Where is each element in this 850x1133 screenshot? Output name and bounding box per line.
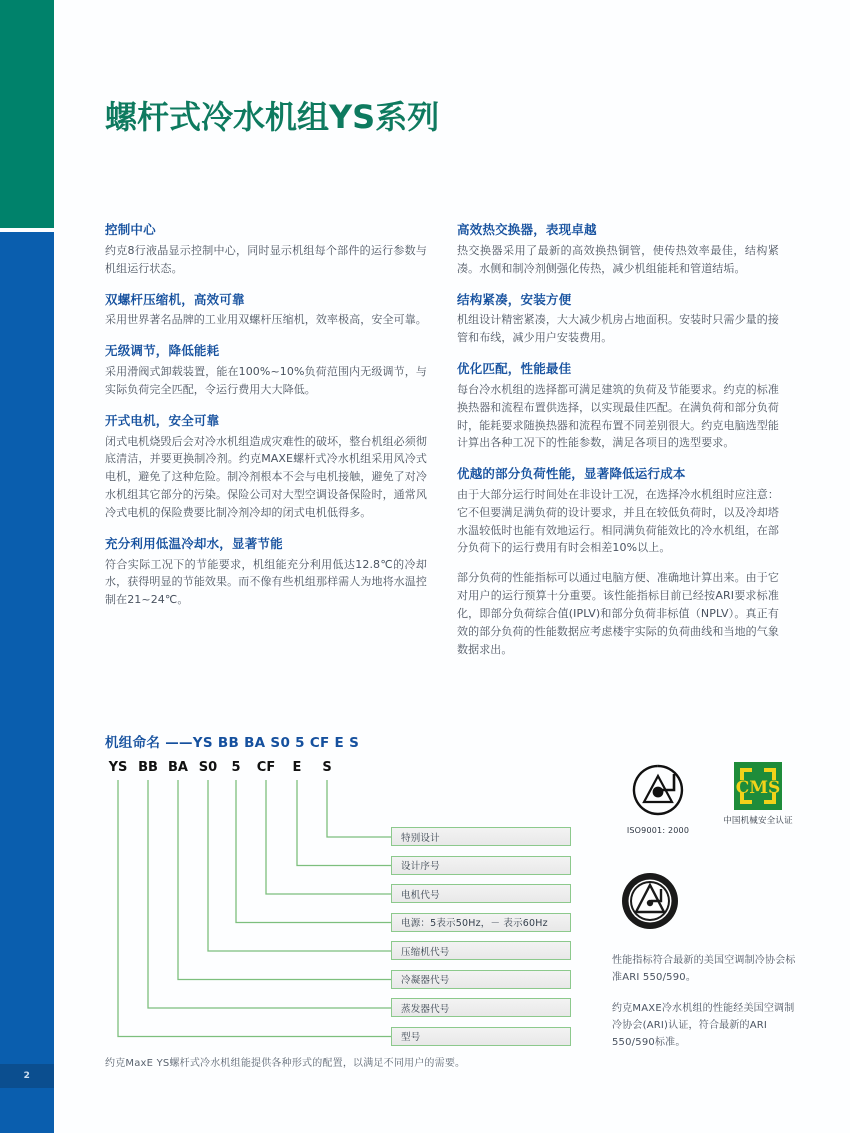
feature-heading: 双螺杆压缩机，高效可靠 [105,291,245,307]
naming-label-box [391,941,571,960]
naming-label-box [391,913,571,932]
cms-caption: 中国机械安全认证 [723,816,793,826]
left-spine-green-bar [0,0,54,228]
iso-certification [612,762,704,835]
cms-text: CMS [735,778,781,798]
feature-heading: 结构紧凑，安装方便 [457,291,572,307]
model-code-token: YS [108,760,128,775]
naming-label-box [391,884,571,903]
model-code-token: S [322,760,332,775]
feature-block [105,222,427,278]
model-code-token: BB [138,760,158,775]
feature-heading: 充分利用低温冷却水，显著节能 [105,535,283,551]
model-code-token: BA [168,760,188,775]
page-number: 2 [23,1071,31,1081]
model-code-row [105,760,365,780]
feature-body: 机组设计精密紧凑，大大减少机房占地面积。安装时只需少量的接管和布线，减少用户安装费用。 [457,313,779,345]
feature-heading: 高效热交换器，表现卓越 [457,222,597,237]
feature-body: 采用世界著名品牌的工业用双螺杆压缩机，效率极高，安全可靠。 [105,313,427,327]
left-spine-blue-bar [0,232,54,1133]
feature-block [457,292,779,348]
model-code-token: S0 [198,760,218,775]
ari-seal-icon [621,872,679,930]
iso-triangle-circle-icon [630,762,686,818]
naming-caption: 约克MaxE YS螺杆式冷水机组能提供各种形式的配置，以满足不同用户的需要。 [105,1058,466,1069]
ari-note-2: 约克MAXE冷水机组的性能经美国空调制冷协会(ARI)认证，符合最新的ARI 550/590标准。 [612,1003,795,1049]
feature-body: 热交换器采用了最新的高效换热铜管，使传热效率最佳，结构紧凑。水侧和制冷剂侧强化传热，减少机组能耗和管道结垢。 [457,243,779,275]
right-text-column [457,222,779,672]
naming-label-text: 电源：5表示50Hz，－ 表示60Hz [401,918,548,929]
page-title: 螺杆式冷水机组YS系列 [105,98,440,136]
naming-label-text: 冷凝器代号 [401,975,450,986]
feature-body: 符合实际工况下的节能要求，机组能充分利用低达12.8℃的冷却水，获得明显的节能效果。而不像有些机组那样需人为地将水温控制在21~24℃。 [105,557,427,607]
left-text-column [105,222,427,623]
feature-heading: 优越的部分负荷性能，显著降低运行成本 [457,466,686,482]
naming-label-box [391,998,571,1017]
ari-certification [612,872,688,934]
feature-body: 每台冷水机组的选择都可满足建筑的负荷及节能要求。约克的标准换热器和流程布置供选择，以实现最佳匹配。在满负荷和部分负荷时，能耗要求随换热器和流程布置不同差别很大。约克电脑选型能计算出各种工况下的性能参数，满足各项目的选型要求。 [457,382,779,450]
feature-block [457,466,779,658]
naming-label-text: 特别设计 [401,832,440,844]
ari-note-1: 性能指标符合最新的美国空调制冷协会标准ARI 550/590。 [612,955,796,984]
feature-block [457,361,779,452]
cms-certification [712,762,804,826]
certification-block [612,762,812,872]
iso-caption: ISO9001: 2000 [626,826,690,835]
naming-label-text: 压缩机代号 [401,946,450,958]
cms-logo-icon [734,762,782,810]
feature-body: 闭式电机烧毁后会对冷水机组造成灾难性的破坏，整台机组必须彻底清洁，并要更换制冷剂。约克MAXE螺杆式冷水机组采用风冷式电机，避免了这种危险。制冷剂根本不会与电机接触，避免了对冷水机组其它部分的污染。保险公司对大型空调设备保险时，通常风冷式电机的保险费要比制冷剂冷却的闭式电机低得多。 [105,434,427,519]
feature-block [457,222,779,278]
naming-label-text: 蒸发器代号 [401,1003,450,1015]
cms-mark-icon [734,762,782,810]
naming-label-box [391,1027,571,1046]
naming-label-box [391,970,571,989]
naming-label-box [391,827,571,846]
feature-block [105,536,427,609]
naming-label-text: 设计序号 [401,861,440,872]
feature-block [105,292,427,330]
feature-block [105,413,427,522]
feature-body: 约克8行液晶显示控制中心，同时显示机组每个部件的运行参数与机组运行状态。 [105,243,427,275]
naming-section-title: 机组命名 ——YS BB BA S0 5 CF E S [105,735,360,751]
model-code-token: CF [256,760,276,775]
feature-body: 部分负荷的性能指标可以通过电脑方便、准确地计算出来。由于它对用户的运行预算十分重要。该性能指标目前已经按ARI要求标准化，即部分负荷综合值(IPLV)和部分负荷非标值（NPLV）。真正有效的部分负荷的性能数据应考虑楼宇实际的负荷曲线和当地的气象数据求出。 [457,571,779,656]
feature-heading: 控制中心 [105,222,156,237]
feature-body: 采用滑阀式卸载装置，能在100%~10%负荷范围内无级调节，与实际负荷完全匹配，令运行费用大大降低。 [105,365,427,396]
feature-heading: 开式电机，安全可靠 [105,412,220,428]
naming-label-text: 电机代号 [401,889,440,901]
feature-block [105,343,427,399]
naming-label-box [391,856,571,875]
feature-heading: 优化匹配，性能最佳 [457,361,572,376]
feature-heading: 无级调节，降低能耗 [105,343,220,359]
feature-body: 由于大部分运行时间处在非设计工况，在选择冷水机组时应注意：它不但要满足满负荷的设计要求，并且在较低负荷时，以及冷却塔水温较低时也能有效地运行。相同满负荷能效比的冷水机组，在部分负荷下的运行费用有时会相差10%以上。 [457,488,779,555]
model-code-token: E [292,760,302,775]
certification-row [612,762,812,872]
model-code-token: 5 [231,760,241,775]
naming-label-text: 型号 [401,1032,421,1043]
